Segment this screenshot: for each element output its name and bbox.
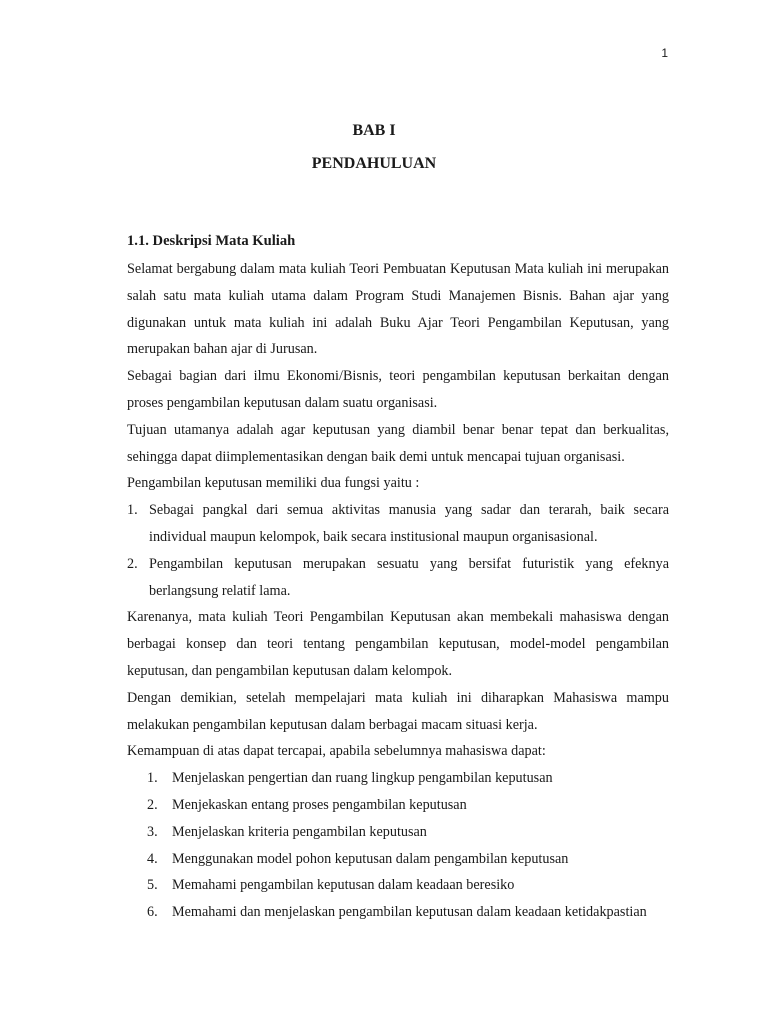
list-number: 3.: [147, 823, 158, 840]
list-item: [127, 899, 669, 926]
list-number: 5.: [147, 877, 158, 894]
list-item: [127, 765, 669, 792]
functions-list: [127, 497, 669, 604]
list-item-text: Menjelaskan kriteria pengambilan keputusan: [172, 823, 427, 840]
list-item: [127, 792, 669, 819]
list-number: 2.: [127, 555, 138, 572]
list-item-text: Sebagai pangkal dari semua aktivitas manusia yang sadar dan terarah, baik secara individual maupun kelompok, baik secara institusional maupun organisasional.: [149, 502, 669, 545]
list-item-text: Memahami pengambilan keputusan dalam keadaan beresiko: [172, 877, 515, 894]
list-item-text: Menggunakan model pohon keputusan dalam pengambilan keputusan: [172, 850, 569, 867]
list-item-text: Menjekaskan entang proses pengambilan keputusan: [172, 796, 467, 813]
paragraph-expected-outcome: Dengan demikian, setelah mempelajari mata kuliah ini diharapkan Mahasiswa mampu melakukan pengambilan keputusan dalam berbagai macam situasi kerja.: [127, 689, 669, 733]
paragraph-intro: Selamat bergabung dalam mata kuliah Teori Pembuatan Keputusan Mata kuliah ini merupakan salah satu mata kuliah utama dalam Program Studi Manajemen Bisnis. Bahan ajar yang digunakan untuk mata kuliah ini adalah Buku Ajar Teori Pengambilan Keputusan, yang merupakan bahan ajar di Jurusan.: [127, 261, 669, 358]
paragraph-goal: Tujuan utamanya adalah agar keputusan yang diambil benar benar tepat dan berkualitas, sehingga dapat diimplementasikan dengan baik demi untuk mencapai tujuan organisasi.: [127, 421, 669, 465]
list-item-text: Menjelaskan pengertian dan ruang lingkup pengambilan keputusan: [172, 770, 553, 787]
list-item: [127, 846, 669, 873]
list-number: 6.: [147, 904, 158, 921]
list-number: 2.: [147, 796, 158, 813]
paragraph-abilities-intro: Kemampuan di atas dapat tercapai, apabila sebelumnya mahasiswa dapat:: [127, 743, 546, 760]
list-item: [127, 551, 669, 605]
list-number: 1.: [147, 770, 158, 787]
chapter-title: PENDAHULUAN: [311, 155, 437, 172]
page-number: 1: [661, 46, 668, 60]
chapter-label: BAB I: [352, 122, 396, 139]
list-number: 4.: [147, 850, 158, 867]
list-item-text: Memahami dan menjelaskan pengambilan keputusan dalam keadaan ketidakpastian: [172, 904, 647, 921]
paragraph-course-content: Karenanya, mata kuliah Teori Pengambilan Keputusan akan membekali mahasiswa dengan berbagai konsep dan teori tentang pengambilan keputusan, model-model pengambilan keputusan, dan pengambilan keputusan dalam kelompok.: [127, 609, 669, 679]
section-heading: 1.1. Deskripsi Mata Kuliah: [127, 233, 296, 249]
list-item: [127, 497, 669, 551]
abilities-list: [127, 765, 669, 926]
document-body: [127, 230, 669, 926]
list-item: [127, 819, 669, 846]
list-item-text: Pengambilan keputusan merupakan sesuatu yang bersifat futuristik yang efeknya berlangsung relatif lama.: [149, 555, 669, 599]
list-item: [127, 872, 669, 899]
paragraph-functions-intro: Pengambilan keputusan memiliki dua fungsi yaitu :: [127, 475, 420, 492]
list-number: 1.: [127, 502, 138, 519]
paragraph-field: Sebagai bagian dari ilmu Ekonomi/Bisnis, teori pengambilan keputusan berkaitan dengan proses pengambilan keputusan dalam suatu organisasi.: [127, 368, 669, 411]
